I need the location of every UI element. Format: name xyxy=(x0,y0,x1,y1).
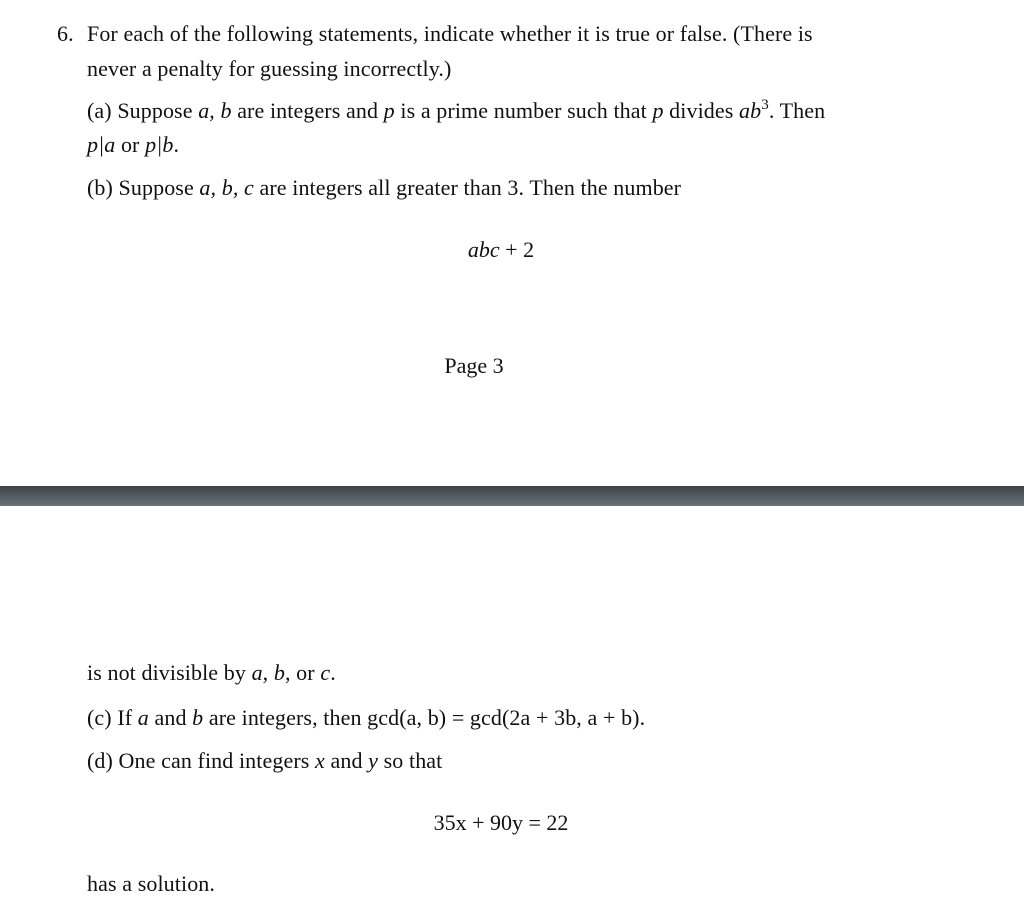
question-intro-line-2: never a penalty for guessing incorrectly.) xyxy=(87,56,452,81)
question-intro-line-1: For each of the following statements, indicate whether it is true or false. (There is xyxy=(87,21,813,46)
page-number-label: Page 3 xyxy=(444,353,504,378)
part-b-statement-line-2: is not divisible by a, b, or c. xyxy=(87,660,336,685)
part-b-equation: abc + 2 xyxy=(467,237,535,262)
part-c-statement: (c) If a and b are integers, then gcd(a, b) = gcd(2a + 3b, a + b). xyxy=(87,705,646,730)
part-d-equation: 35x + 90y = 22 xyxy=(433,810,569,835)
question-number: 6. xyxy=(57,21,74,46)
part-d-statement-line-2: has a solution. xyxy=(87,871,215,896)
part-a-statement-line-1: (a) Suppose a, b are integers and p is a prime number such that p divides $ab^3$. Then xyxy=(87,97,826,123)
part-b-statement-line-1: (b) Suppose a, b, c are integers all greater than 3. Then the number xyxy=(87,175,682,200)
page-separator xyxy=(0,486,1024,506)
part-a-statement-line-2: p|a or p|b. xyxy=(87,132,180,157)
part-c-gcd-expression: gcd(a, b) = gcd(2a + 3b, a + b) xyxy=(367,705,640,730)
part-d-statement-line-1: (d) One can find integers x and y so that xyxy=(87,748,443,773)
